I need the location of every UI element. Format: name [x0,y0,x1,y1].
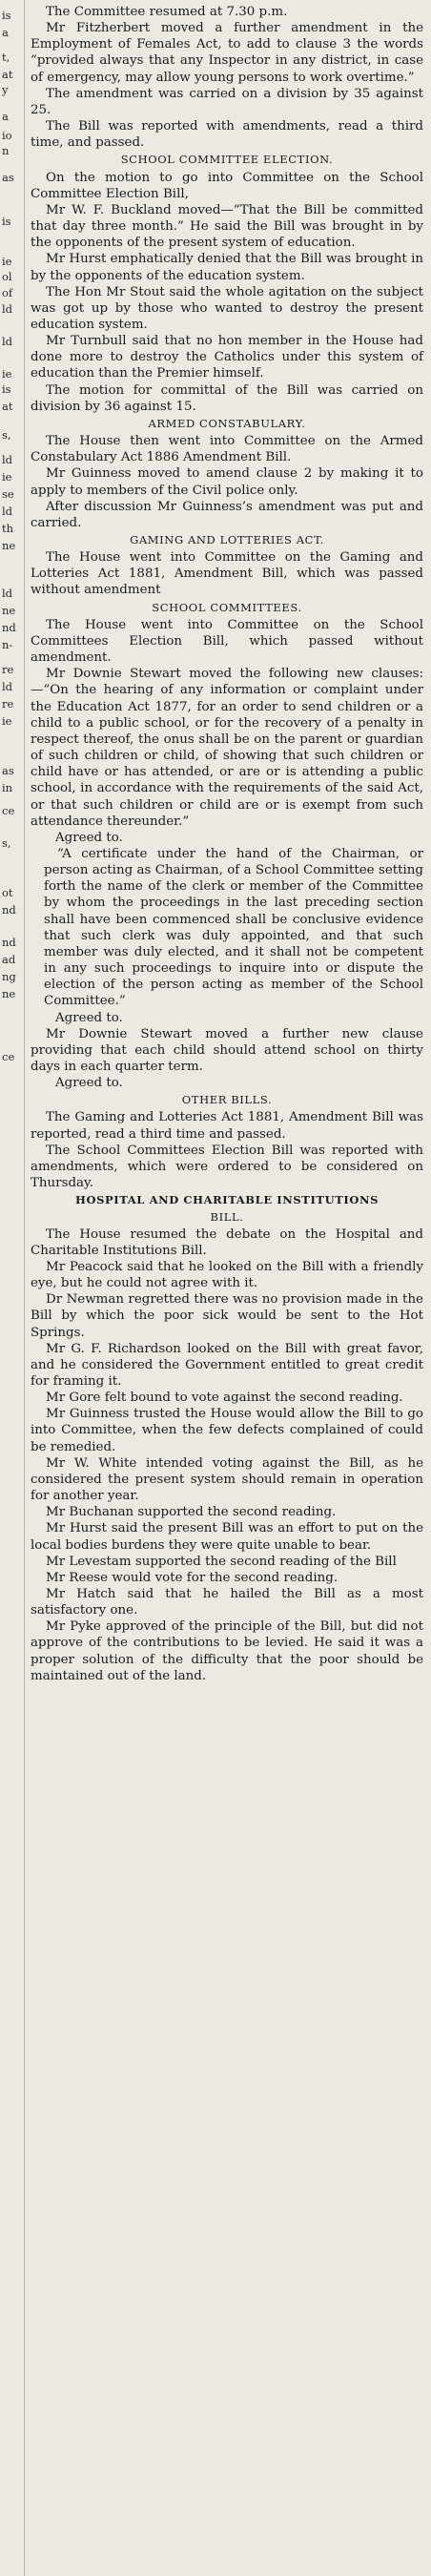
paragraph: Mr Turnbull said that no hon member in the House had done more to destroy the Catholics under this system of education than the Premier himself. [31,334,423,381]
paragraph: Mr Levestam supported the second reading of the Bill [46,1554,397,1569]
margin-fragment: ol [2,270,12,283]
paragraph: Mr Guinness moved to amend clause 2 by making it to apply to members of the Civil police only. [31,466,423,498]
margin-fragment: ad [2,953,16,966]
paragraph: The motion for committal of the Bill was carried on division by 36 against 15. [31,382,423,414]
paragraph: The House went into Committee on the Gaming and Lotteries Act 1881, Amendment Bill, which was passed without amendment [31,550,423,598]
paragraph: The Hon Mr Stout said the whole agitation on the subject was got up by those who wanted to destroy the present education system. [31,284,423,332]
paragraph: The House resumed the debate on the Hospital and Charitable Institutions Bill. [31,1226,423,1258]
margin-fragment: nd [2,903,16,917]
margin-fragment: at [2,400,13,413]
paragraph: On the motion to go into Committee on the School Committee Election Bill, [31,170,423,201]
margin-fragment: ld [2,302,13,316]
margin-fragment: ie [2,367,12,381]
paragraph: Mr Fitzherbert moved a further amendment in the Employment of Females Act, to add to clause 3 the words “provided always that any Inspector in any district, in case of emergency, may allow young persons to work overtime.” [31,21,423,85]
section-heading: HOSPITAL AND CHARITABLE INSTITUTIONS [75,1193,379,1207]
margin-fragment: ld [2,505,13,518]
paragraph: Mr Reese would vote for the second reading. [46,1570,339,1585]
paragraph: Mr Downie Stewart moved a further new clause providing that each child should attend school on thirty days in each quarter term. [31,1026,423,1074]
margin-fragment: ne [2,539,16,552]
margin-fragment: is [2,9,11,22]
newspaper-column [31,4,423,1684]
paragraph: Mr Pyke approved of the principle of the Bill, but did not approve of the contributions to be levied. He said it was a proper solution of the difficulty that the poor should be maintained out of the land. [31,1619,423,1683]
margin-fragment: ng [2,970,16,983]
section-heading: SCHOOL COMMITTEES. [152,600,302,614]
margin-fragment: at [2,68,13,81]
paragraph: Mr Buchanan supported the second reading. [46,1505,337,1520]
paragraph: Mr Hurst said the present Bill was an effort to put on the local bodies burdens they were quite unable to bear. [31,1521,423,1553]
margin-fragment: ie [2,255,12,268]
margin-fragment: of [2,286,13,299]
margin-fragment: nd [2,936,16,949]
margin-fragment: a [2,110,9,123]
margin-fragment: s, [2,836,11,850]
margin-fragment: as [2,764,14,777]
margin-fragment: ne [2,987,16,1000]
margin-fragment: is [2,382,11,396]
margin-fragment: ce [2,804,15,817]
paragraph: The Committee resumed at 7.30 p.m. [46,5,288,19]
paragraph: The House then went into Committee on the Armed Constabulary Act 1886 Amendment Bill. [31,434,423,465]
section-heading: GAMING AND LOTTERIES ACT. [130,533,324,546]
margin-fragment: nd [2,621,16,634]
margin-fragment: in [2,781,13,794]
margin-fragment: ne [2,604,16,617]
margin-fragment: as [2,171,14,184]
paragraph: The amendment was carried on a division by 35 against 25. [31,86,423,117]
section-subheading: BILL. [210,1210,244,1225]
margin-fragment: se [2,487,14,501]
paragraph: Mr Hatch said that he hailed the Bill as a most satisfactory one. [31,1587,423,1618]
quoted-clause: “A certificate under the hand of the Chairman, or person acting as Chairman, of a School Committee setting forth the name of the clerk or member of the Committee by whom the proceedings in the last preceding section shall have been commenced shall be conclusive evidence that such clerk was duly appointed, and that such member was duly elected, and it shall not be competent in any such proceedings to inquire into or dispute the election of the person acting as member of the School Committee.” [44,846,423,1009]
paragraph: Mr Hurst emphatically denied that the Bill was brought in by the opponents of the education system. [31,252,423,283]
agreed-line: Agreed to. [55,1076,123,1091]
paragraph: Mr W. F. Buckland moved—“That the Bill be committed that day three month.” He said the Bill was brought in by the opponents of the present system of education. [31,202,423,251]
margin-fragment: th [2,522,14,535]
paragraph: Dr Newman regretted there was no provision made in the Bill by which the poor sick would be sent to the Hot Springs. [31,1292,423,1340]
margin-fragment: ld [2,453,13,466]
margin-fragment: ld [2,335,13,348]
margin-fragment: ce [2,1050,15,1063]
paragraph: After discussion Mr Guinness’s amendment was put and carried. [31,499,423,530]
agreed-line: Agreed to. [55,1010,123,1025]
margin-fragment: n- [2,638,13,651]
margin-fragment: n [2,144,10,157]
paragraph: The School Committees Election Bill was reported with amendments, which were ordered to be considered on Thursday. [31,1143,423,1191]
margin-fragment: re [2,697,14,711]
margin-fragment: y [2,83,9,96]
paragraph: The House went into Committee on the School Committees Election Bill, which passed without amendment. [31,617,423,666]
paragraph: The Bill was reported with amendments, read a third time, and passed. [31,119,423,151]
margin-fragment: ot [2,886,13,899]
paragraph: Mr Peacock said that he looked on the Bill with a friendly eye, but he could not agree with it. [31,1259,423,1291]
paragraph: Mr W. White intended voting against the Bill, as he considered the present system should remain in operation for another year. [31,1455,423,1504]
margin-fragment: a [2,26,9,39]
margin-fragment: ie [2,714,12,728]
margin-fragment: s, [2,428,11,442]
margin-fragment: ld [2,680,13,693]
margin-fragment: is [2,215,11,228]
margin-fragment: re [2,663,14,676]
paragraph: Mr Guinness trusted the House would allow the Bill to go into Committee, when the few defects complained of could be remedied. [31,1407,423,1454]
margin-fragment: io [2,129,12,142]
section-heading: SCHOOL COMMITTEE ELECTION. [120,153,334,167]
column-rule [24,0,25,2576]
left-margin-fragments [0,0,21,2576]
agreed-line: Agreed to. [55,830,123,845]
paragraph: Mr G. F. Richardson looked on the Bill with great favor, and he considered the Government entitled to great credit for framing it. [31,1341,423,1389]
margin-fragment: ld [2,587,13,600]
section-heading: ARMED CONSTABULARY. [148,416,306,430]
paragraph: Mr Downie Stewart moved the following new clauses:—“On the hearing of any information or complaint under the Education Act 1877, for an order to send children or a child to a public school, or for the recovery of a penalty in respect thereof, the onus shall be on the parent or guardian of such children or child, of showing that such children or child have or has attended, or are or is attending a public school, in accordance with the requirements of the said Act, or that such children or child are or is exempt from such attendance thereunder.” [31,667,423,829]
margin-fragment: ie [2,470,12,484]
paragraph: The Gaming and Lotteries Act 1881, Amendment Bill was reported, read a third time and passed. [31,1110,423,1142]
section-heading: OTHER BILLS. [181,1093,273,1107]
paragraph: Mr Gore felt bound to vote against the second reading. [46,1391,403,1406]
margin-fragment: t, [2,51,10,64]
